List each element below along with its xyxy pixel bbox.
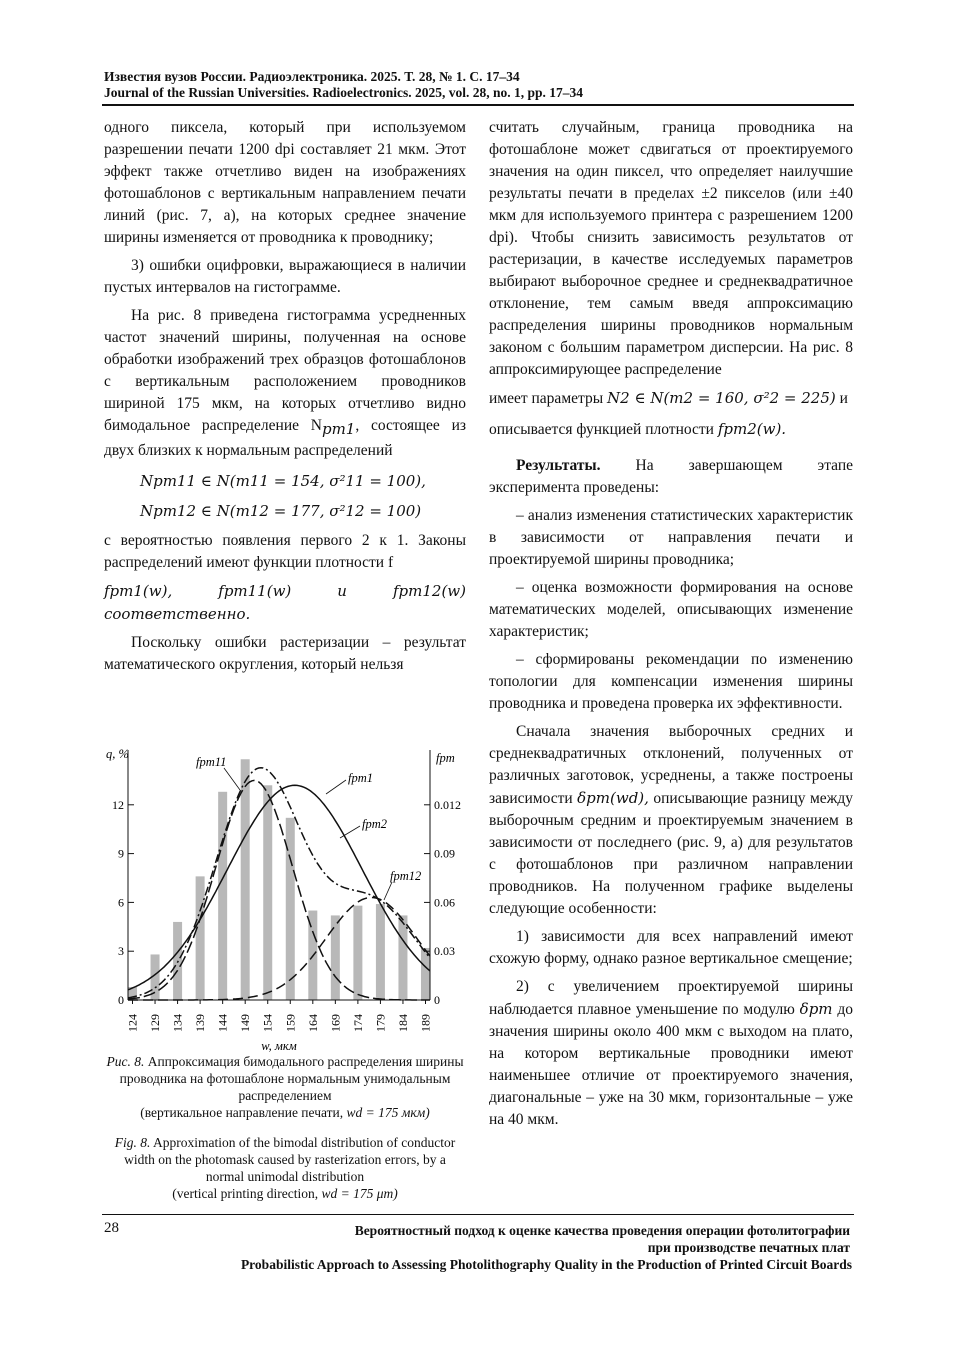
figure-caption-en (104, 1134, 466, 1202)
histogram-bar (376, 904, 385, 1000)
y-right-tick-label: 0.06 (434, 895, 455, 910)
footer-title-en: Probabilistic Approach to Assessing Photolithography Quality in the Production of Printed Circuit Boards (240, 1257, 852, 1272)
results-item-3: – сформированы рекомендации по изменению топологии для компенсации изменения ширины проводника и проведена проверка их эффективности. (489, 651, 853, 712)
histogram-chart (104, 742, 466, 1052)
right-p4b: до значения ширины около 400 мкм с выходом на плато, на котором вертикальные проводники имеют наименьшее отличие от проектируемого значения, диагональные – уже на 30 мкм, горизонтальные – уже на 40 мкм. (489, 1001, 854, 1128)
x-tick-label: 154 (260, 1014, 275, 1032)
header-rule (102, 104, 854, 106)
caption-ru-math: wd = 175 мкм) (346, 1105, 430, 1120)
right-p1b-post: и (839, 390, 848, 407)
x-tick-label: 174 (350, 1014, 365, 1032)
x-tick-label: 134 (170, 1014, 185, 1032)
left-paragraph-4-tail (104, 580, 466, 626)
running-header (104, 69, 583, 101)
left-p4-text: с вероятностью появления первого 2 к 1. Законы распределений имеют функции плотности f (104, 532, 466, 572)
results-keyword: Результаты. (516, 457, 601, 474)
histogram-bar (196, 876, 205, 1000)
histogram-bar (263, 785, 272, 1000)
caption-en-paren: (vertical printing direction, (172, 1186, 319, 1201)
curve-label-fpm12: fpm12 (390, 869, 422, 883)
footer-rule (102, 1214, 854, 1215)
x-tick-label: 169 (328, 1014, 343, 1032)
right-paragraph-4 (489, 976, 853, 1131)
caption-en-text: Approximation of the bimodal distribution of conductor width on the photomask caused by rasterization errors, by a normal unimodal distribution (124, 1135, 456, 1184)
y-right-tick-label: 0.012 (434, 797, 461, 812)
y-right-tick-label: 0.03 (434, 944, 455, 959)
left-paragraph-4 (104, 530, 466, 574)
right-p2-math: δpm(wd), (577, 789, 649, 807)
x-tick-label: 144 (215, 1014, 230, 1032)
results-paragraph (489, 455, 853, 499)
results-text: На завершающем этапе эксперимента проведены: (489, 457, 854, 496)
curve-label-fpm11: fpm11 (196, 755, 227, 769)
results-item-1: – анализ изменения статистических характеристик в зависимости от направления печати и проектируемой ширины проводника; (489, 507, 853, 568)
footer-title-ru-1: Вероятностный подход к оценке качества проведения операции фотолитографии (354, 1223, 850, 1238)
x-tick-label: 149 (238, 1014, 253, 1032)
histogram-bar (421, 948, 430, 1000)
right-column (489, 117, 853, 1137)
histogram-bar (353, 906, 362, 1000)
right-paragraph-1b (489, 387, 853, 410)
footer-title-ru-2: при производстве печатных плат (647, 1240, 850, 1255)
figure-caption-ru (104, 1053, 466, 1121)
right-p1b-math: N2 ∈ N(m2 = 160, σ²2 = 225) (607, 389, 836, 407)
histogram-bar (218, 792, 227, 1000)
right-p2b: описывающие разницу между выборочным средним и проектируемым значением в зависимости от последнего (рис. 9, а) для результатов с фотошаблонов при различном направлении проводников. На полученном графике выделены следующие особенности: (489, 790, 854, 917)
y-left-tick-label: 9 (118, 846, 124, 861)
x-tick-label: 159 (283, 1014, 298, 1032)
figure-8 (104, 742, 466, 1052)
x-tick-label: 189 (418, 1014, 433, 1032)
right-paragraph-1c (489, 418, 853, 441)
caption-en-label: Fig. 8. (114, 1135, 151, 1150)
x-tick-label: 124 (125, 1014, 140, 1032)
histogram-bar (398, 915, 407, 1000)
left-p3-text: На рис. 8 приведена гистограмма усредненных частот значений ширины, полученная на основе обработки изображений трех образцов фотошаблонов с вертикальным расположением проводников шириной 175 мкм, на которых отчетливо видно бимодальное распределение N (104, 307, 466, 434)
header-ru: Известия вузов России. Радиоэлектроника. 2025. Т. 28, № 1. С. 17–34 (104, 69, 520, 84)
leader-fpm1 (326, 780, 346, 794)
left-paragraph-5: Поскольку ошибки растеризации – результат математического округления, который нельзя (104, 634, 466, 674)
header-en: Journal of the Russian Universities. Radioelectronics. 2025, vol. 28, no. 1, pp. 17–34 (104, 85, 584, 100)
right-p1c-pre: описывается функцией плотности (489, 421, 714, 438)
results-item-2: – оценка возможности формирования на основе математических моделей, описывающих изменение характеристик; (489, 579, 853, 640)
caption-en-math: wd = 175 μm) (321, 1186, 398, 1201)
caption-ru-label: Рис. 8. (106, 1054, 145, 1069)
y-axis-label-left: q, % (106, 747, 129, 761)
y-right-tick-label: 0 (434, 993, 440, 1007)
leader-fpm11 (224, 768, 240, 790)
left-p3-sub: pm1 (321, 420, 356, 439)
page-number: 28 (104, 1220, 119, 1236)
y-left-tick-label: 6 (118, 895, 124, 910)
x-tick-label: 139 (193, 1014, 208, 1032)
x-tick-label: 184 (395, 1014, 410, 1032)
equation-2: Npm12 ∈ N(m12 = 177, σ²12 = 100) (140, 502, 422, 521)
y-left-tick-label: 0 (118, 993, 124, 1007)
right-p4a: 2) с увеличением проектируемой ширины наблюдается плавное уменьшение по модулю (489, 978, 853, 1018)
right-paragraph-2 (489, 721, 853, 920)
equation-1: Npm11 ∈ N(m11 = 154, σ²11 = 100), (140, 472, 426, 491)
right-p2a: Сначала значения выборочных средних и среднеквадратичных отклонений, полученных от различных заготовок, усреднены, а также построены зависимости (489, 723, 853, 807)
right-p1c-math: fpm2(w). (717, 420, 787, 438)
y-left-tick-label: 3 (118, 944, 124, 959)
right-p4-math: δpm (799, 1000, 833, 1018)
leader-fpm12 (384, 882, 392, 900)
histogram-bar (286, 818, 295, 1000)
histogram-bar (331, 915, 340, 1000)
x-tick-label: 129 (148, 1014, 163, 1032)
x-axis-label: w, мкм (261, 1039, 297, 1052)
y-right-tick-label: 0.09 (434, 846, 455, 861)
left-paragraph-2: 3) ошибки оцифровки, выражающиеся в наличии пустых интервалов на гистограмме. (104, 257, 466, 296)
left-p3-tail: , состоящее из двух близких к нормальным распределений (104, 417, 466, 460)
x-tick-label: 179 (373, 1014, 388, 1032)
right-paragraph-3: 1) зависимости для всех направлений имеют схожую форму, однако разное вертикальное смещение; (489, 928, 853, 967)
caption-ru-paren: (вертикальное направление печати, (140, 1105, 344, 1120)
footer-title-ru (230, 1222, 850, 1256)
histogram-bar (241, 759, 250, 1000)
curve-label-fpm1: fpm1 (348, 771, 373, 785)
y-axis-label-right: fpm (436, 751, 455, 765)
x-tick-label: 164 (305, 1014, 320, 1032)
right-paragraph-1: считать случайным, граница проводника на фотошаблоне может сдвигаться от проектируемого значения на один пиксел, что определяет наилучшие результаты печати в пределах ±2 пикселов (или ±40 мкм для используемого принтера с разрешением 1200 dpi). Чтобы снизить зависимость результатов от растеризации, в качестве исследуемых параметров выбирают выборочное среднее и среднеквадратичное отклонение, тем самым введя аппроксимацию распределения ширины проводников нормальным законом с большим параметром дисперсии. На рис. 8 аппроксимирующее распределение (489, 119, 853, 378)
right-p1b-pre: имеет параметры (489, 390, 604, 407)
curve-label-fpm2: fpm2 (362, 817, 387, 831)
left-p4-math: fpm1(w), fpm11(w) и fpm12(w) соответственно. (104, 582, 466, 624)
caption-ru-text: Аппроксимация бимодального распределения ширины проводника на фотошаблоне нормальным унимодальным распределением (119, 1054, 464, 1103)
left-paragraph-3 (104, 305, 466, 462)
left-column (104, 117, 466, 682)
y-left-tick-label: 12 (112, 797, 124, 812)
left-paragraph-1: одного пиксела, который при используемом разрешении печати 1200 dpi составляет 21 мкм. Этот эффект также отчетливо виден на изображениях фотошаблонов с вертикальным направлением печати линий (рис. 7, а), на которых среднее значение ширины изменяется от проводника к проводнику; (104, 119, 466, 246)
